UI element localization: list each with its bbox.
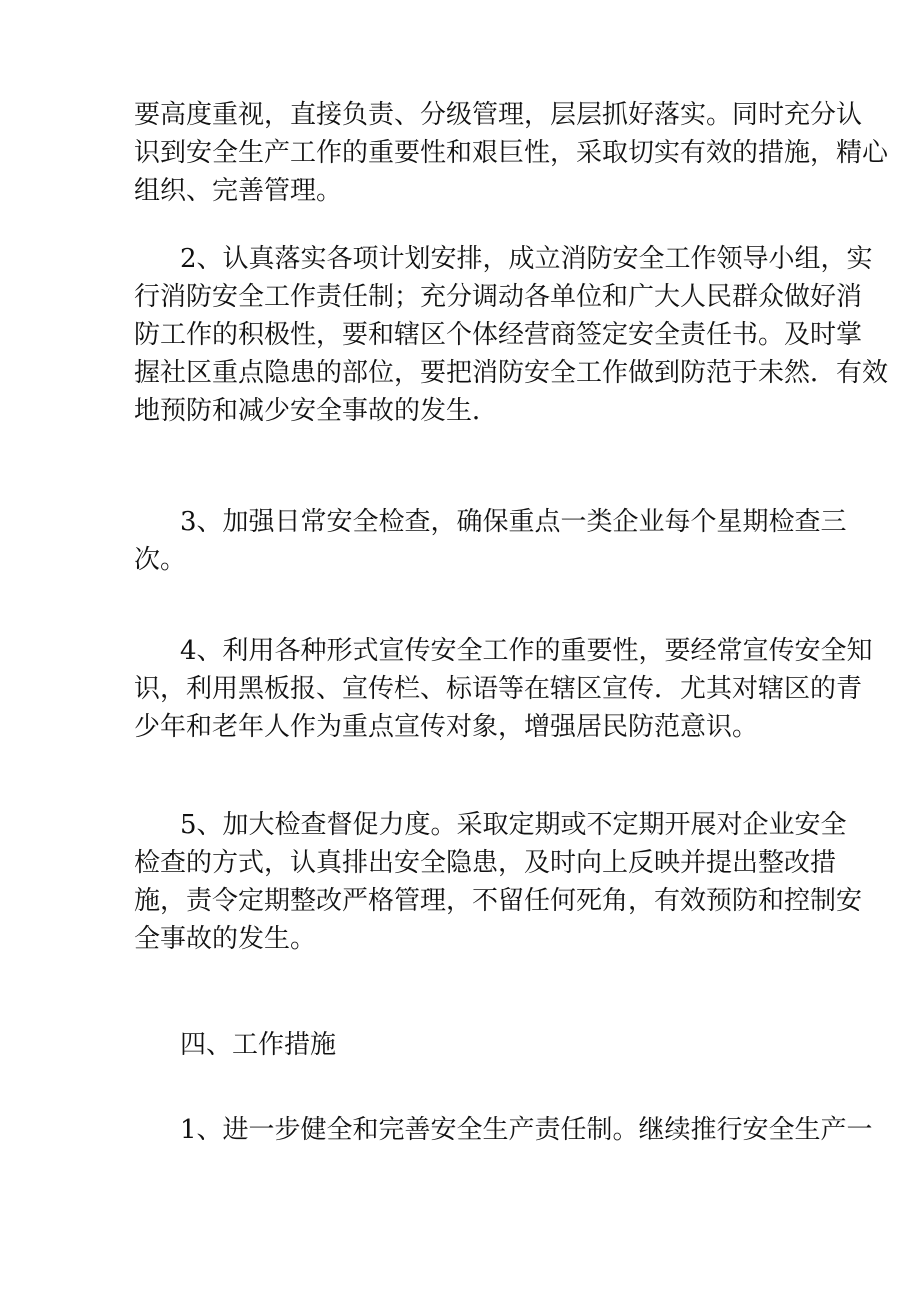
paragraph-item-3 xyxy=(134,503,847,579)
text-line: 识到安全生产工作的重要性和艰巨性，采取切实有效的措施，精心 xyxy=(134,138,889,168)
text-line: 要高度重视，直接负责、分级管理，层层抓好落实。同时充分认 xyxy=(134,100,863,130)
text-line: 全事故的发生。 xyxy=(134,924,317,954)
text-line: 组织、完善管理。 xyxy=(134,176,343,206)
text-line: 2、认真落实各项计划安排，成立消防安全工作领导小组，实 xyxy=(180,244,873,274)
section-heading-work-measures xyxy=(134,1026,794,1064)
text-line: 施，责令定期整改严格管理，不留任何死角，有效预防和控制安 xyxy=(134,886,863,916)
text-line: 握社区重点隐患的部位，要把消防安全工作做到防范于未然．有效 xyxy=(134,358,889,388)
paragraph-measure-1 xyxy=(134,1111,873,1149)
text-line: 地预防和减少安全事故的发生． xyxy=(134,396,499,426)
paragraph-item-4 xyxy=(134,632,873,746)
text-line: 识，利用黑板报、宣传栏、标语等在辖区宣传．尤其对辖区的青 xyxy=(134,674,863,704)
paragraph-leadership xyxy=(134,96,889,210)
paragraph-item-5 xyxy=(134,806,863,958)
text-line: 1、进一步健全和完善安全生产责任制。继续推行安全生产一 xyxy=(180,1115,873,1145)
text-line: 四、工作措施 xyxy=(180,1030,337,1060)
text-line: 检查的方式，认真排出安全隐患，及时向上反映并提出整改措 xyxy=(134,848,837,878)
text-line: 次。 xyxy=(134,545,187,575)
paragraph-item-2 xyxy=(134,240,889,430)
text-line: 行消防安全工作责任制；充分调动各单位和广大人民群众做好消 xyxy=(134,282,863,312)
text-line: 5、加大检查督促力度。采取定期或不定期开展对企业安全 xyxy=(180,810,847,840)
text-line: 3、加强日常安全检查，确保重点一类企业每个星期检查三 xyxy=(180,507,847,537)
text-line: 少年和老年人作为重点宣传对象，增强居民防范意识。 xyxy=(134,712,759,742)
text-line: 4、利用各种形式宣传安全工作的重要性，要经常宣传安全知 xyxy=(180,636,873,666)
text-line: 防工作的积极性，要和辖区个体经营商签定安全责任书。及时掌 xyxy=(134,320,863,350)
